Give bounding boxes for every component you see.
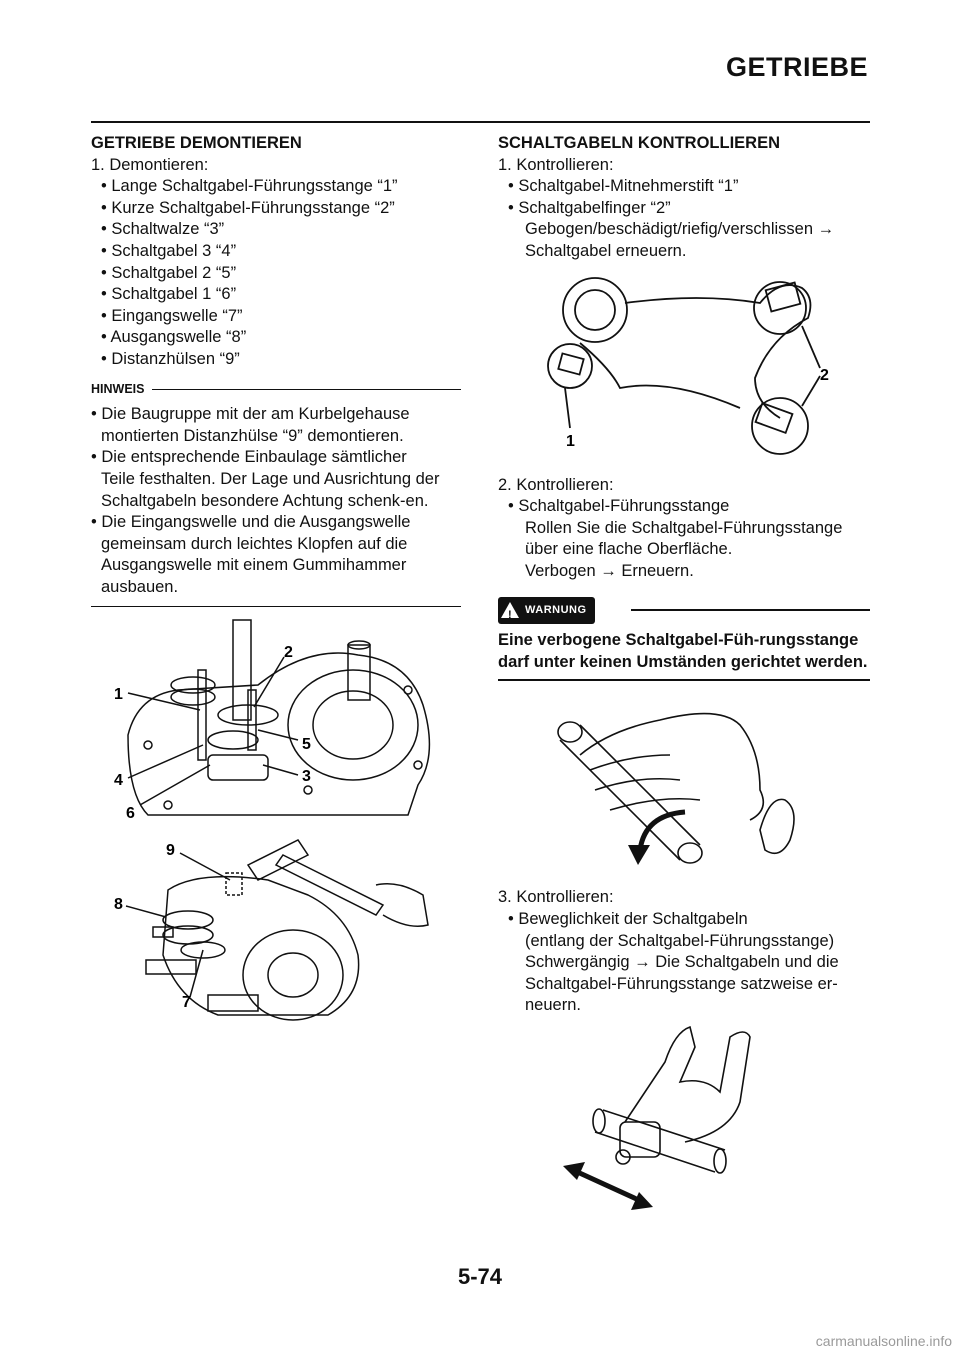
figure-label-1: 1 xyxy=(114,686,123,703)
note-rule xyxy=(152,389,461,390)
step-1-label: 1. Kontrollieren: xyxy=(498,155,614,174)
figure-shaft-removal xyxy=(108,835,448,1025)
page-number: 5-74 xyxy=(457,1264,503,1289)
list-item: • Schaltgabel-Mitnehmerstift “1” xyxy=(508,177,739,196)
warning-rule xyxy=(631,609,870,611)
figure-shift-forks-installed xyxy=(108,615,448,830)
list-item: • Schaltgabel 2 “5” xyxy=(101,263,237,282)
double-arrow-icon xyxy=(563,1162,653,1210)
note-header xyxy=(91,379,461,401)
step-3-action: neuern. xyxy=(525,996,581,1015)
figure-label-1: 1 xyxy=(566,433,575,450)
section-title-disassemble: GETRIEBE DEMONTIEREN xyxy=(91,134,302,152)
list-item: • Kurze Schaltgabel-Führungsstange “2” xyxy=(101,198,395,217)
note-item-rest: gemeinsam durch leichtes Klopfen auf die Ausgangswelle mit einem Gummihammer ausbauen. xyxy=(101,534,408,596)
note-item-rest: Teile festhalten. Der Lage und Ausrichtung der Schaltgabeln besondere Achtung schenk-en. xyxy=(101,469,440,510)
warning-badge xyxy=(498,597,595,625)
note-item xyxy=(91,404,461,447)
step-2-action: Verbogen → Erneuern. xyxy=(525,561,694,580)
left-column xyxy=(91,133,461,607)
list-item: • Eingangswelle “7” xyxy=(101,306,243,325)
list-item: • Schaltwalze “3” xyxy=(101,220,225,239)
figure-label-3: 3 xyxy=(302,768,311,785)
step-3-action: Schaltgabel-Führungsstange satzweise er- xyxy=(525,974,838,993)
step-1-detail: Gebogen/beschädigt/riefig/verschlissen → xyxy=(525,220,835,239)
note-item-first-line: • Die Eingangswelle und die Ausgangswelle xyxy=(91,513,411,532)
note-end-rule xyxy=(91,606,461,607)
rotation-arrow-icon xyxy=(628,845,650,865)
figure-rolling-guide-bar xyxy=(550,700,840,880)
step-1-action: Schaltgabel erneuern. xyxy=(525,241,687,260)
warning-text: Eine verbogene Schaltgabel-Füh-rungsstange darf unter keinen Umständen gerichtet werden. xyxy=(498,631,868,671)
figure-label-5: 5 xyxy=(302,736,311,753)
note-item xyxy=(91,447,461,512)
step-1-label: 1. Demontieren: xyxy=(91,155,209,174)
note-item-first-line: • Die Baugruppe mit der am Kurbelgehause xyxy=(91,405,410,424)
list-item: • Schaltgabel 3 “4” xyxy=(101,241,237,260)
note-label: HINWEIS xyxy=(91,381,145,396)
warning-icon: ! xyxy=(501,602,519,618)
header-rule xyxy=(91,121,870,123)
warning-label: WARNUNG xyxy=(525,603,587,616)
note-item-rest: montierten Distanzhülse “9” demontieren. xyxy=(101,426,404,445)
figure-fork-movement xyxy=(555,1022,755,1217)
figure-label-2: 2 xyxy=(820,367,829,384)
list-item: • Beweglichkeit der Schaltgabeln xyxy=(508,909,748,928)
figure-label-8: 8 xyxy=(114,896,123,913)
parts-list xyxy=(91,176,461,370)
step-2-detail: über eine flache Oberfläche. xyxy=(525,540,733,559)
note-list xyxy=(91,404,461,598)
right-column xyxy=(498,133,870,1017)
list-item: • Lange Schaltgabel-Führungsstange “1” xyxy=(101,177,398,196)
note-item xyxy=(91,512,461,598)
list-item: • Distanzhülsen “9” xyxy=(101,349,240,368)
section-title-inspect: SCHALTGABELN KONTROLLIEREN xyxy=(498,134,781,152)
step-3-action: Schwergängig → Die Schaltgabeln und die xyxy=(525,953,839,972)
warning-header xyxy=(498,597,870,625)
step-2-label: 2. Kontrollieren: xyxy=(498,475,614,494)
note-item-first-line: • Die entsprechende Einbaulage sämtlicher xyxy=(91,448,407,467)
figure-label-6: 6 xyxy=(126,805,135,822)
list-item: • Schaltgabelfinger “2” xyxy=(508,198,671,217)
step-2-detail: Rollen Sie die Schaltgabel-Führungsstange xyxy=(525,518,843,537)
list-item: • Schaltgabel-Führungsstange xyxy=(508,497,730,516)
list-item: • Schaltgabel 1 “6” xyxy=(101,285,237,304)
step-3-label: 3. Kontrollieren: xyxy=(498,888,614,907)
figure-label-9: 9 xyxy=(166,842,175,859)
figure-label-7: 7 xyxy=(182,994,191,1011)
list-item: • Ausgangswelle “8” xyxy=(101,328,247,347)
figure-shift-fork xyxy=(540,268,840,458)
figure-label-2: 2 xyxy=(284,644,293,661)
watermark: carmanualsonline.info xyxy=(815,1333,952,1349)
page-title: GETRIEBE xyxy=(725,52,868,82)
figure-label-4: 4 xyxy=(114,772,123,789)
step-3-detail: (entlang der Schaltgabel-Führungsstange) xyxy=(525,931,835,950)
